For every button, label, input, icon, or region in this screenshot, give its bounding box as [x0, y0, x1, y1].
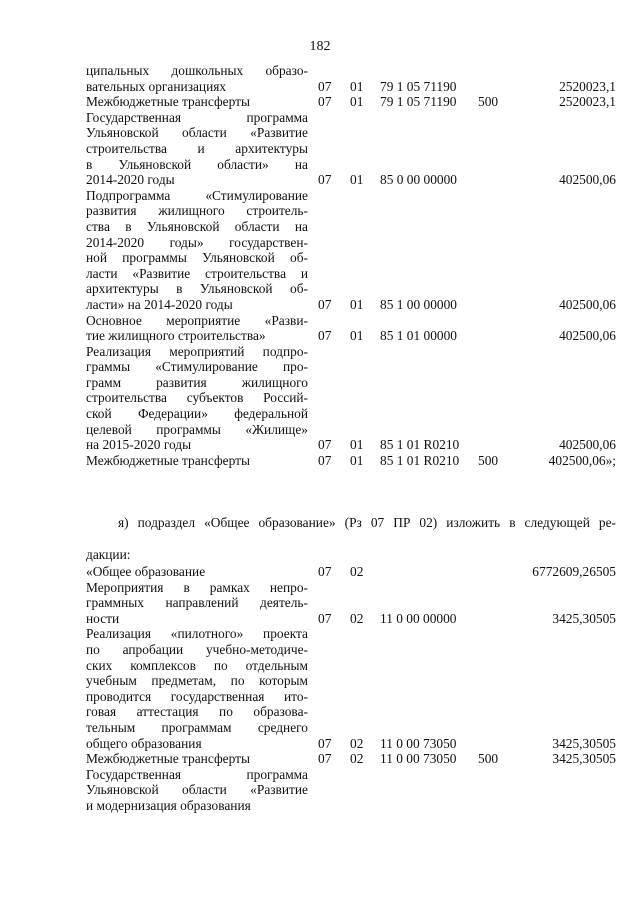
row-pr: 02	[350, 564, 364, 579]
table-row	[86, 63, 616, 94]
row-name-line: архитектуры в Ульяновской об-	[86, 281, 308, 297]
table-row	[86, 767, 616, 814]
row-name-line: «Общее образование	[86, 564, 206, 579]
row-sum: 402500,06»;	[548, 452, 616, 468]
row-name-line: тие жилищного строительства»	[86, 328, 266, 344]
row-csr: 11 0 00 00000	[380, 610, 457, 626]
row-name-line: Ульяновской области «Развитие	[86, 782, 308, 798]
table-row	[86, 751, 616, 767]
row-sum: 2520023,1	[559, 78, 616, 94]
row-name-line: учебным предметам, по которым	[86, 673, 308, 689]
row-name-line: целевой программы «Жилище»	[86, 421, 308, 437]
row-rz: 07	[318, 172, 332, 188]
row-sum: 3425,30505	[552, 735, 616, 751]
row-name-line: в Ульяновской области» на	[86, 156, 308, 172]
row-pr: 01	[350, 328, 364, 344]
row-name-line: строительства субъектов Россий-	[86, 390, 308, 406]
row-pr: 01	[350, 452, 364, 468]
row-name-line: общего образования	[86, 735, 202, 751]
row-sum: 402500,06	[559, 328, 616, 344]
row-rz: 07	[318, 94, 332, 110]
table-row	[86, 188, 616, 313]
row-name-line: по апробации учебно-методиче-	[86, 641, 308, 657]
row-csr: 79 1 05 71190	[380, 94, 457, 110]
row-vr: 500	[478, 94, 499, 110]
row-rz: 07	[318, 610, 332, 626]
amendment-line-1: я) подраздел «Общее образование» (Рз 07 ПР 02) изложить в следующей ре-	[118, 515, 616, 530]
row-name-line: Подпрограмма «Стимулирование	[86, 187, 308, 203]
row-name-line: строительства и архитектуры	[86, 140, 308, 156]
row-csr: 85 1 00 00000	[380, 296, 457, 312]
row-pr: 01	[350, 172, 364, 188]
row-rz: 07	[318, 452, 332, 468]
row-name-line: ской Федерации» федеральной	[86, 406, 308, 422]
row-name-line: 2014-2020 годы» государствен-	[86, 234, 308, 250]
row-name-line: Реализация «пилотного» проекта	[86, 626, 308, 642]
table-row	[86, 626, 616, 751]
row-name-line: Государственная программа	[86, 109, 308, 125]
row-name	[86, 188, 308, 313]
row-csr: 11 0 00 73050	[380, 751, 457, 767]
row-name-line: Межбюджетные трансферты	[86, 94, 250, 110]
row-name-line: Реализация мероприятий подпро-	[86, 343, 308, 359]
amendment-line-2: дакции:	[86, 546, 131, 562]
row-csr: 11 0 00 73050	[380, 735, 457, 751]
row-pr: 02	[350, 735, 364, 751]
row-csr: 85 0 00 00000	[380, 172, 457, 188]
row-name-line: Государственная программа	[86, 766, 308, 782]
budget-table-section-2	[86, 564, 616, 814]
row-name-line: Межбюджетные трансферты	[86, 452, 250, 468]
row-name-line: граммы «Стимулирование про-	[86, 359, 308, 375]
row-name-line: граммных направлений деятель-	[86, 595, 308, 611]
row-vr: 500	[478, 751, 499, 767]
row-name-line: ности	[86, 610, 120, 626]
row-name-line: грамм развития жилищного	[86, 374, 308, 390]
row-pr: 02	[350, 610, 364, 626]
row-csr: 85 1 01 R0210	[380, 452, 460, 468]
row-pr: 02	[350, 751, 364, 767]
row-name-line: Ульяновской области «Развитие	[86, 125, 308, 141]
row-vr: 500	[478, 452, 499, 468]
row-name-line: ципальных дошкольных образо-	[86, 63, 308, 78]
row-name-line: развития жилищного строитель-	[86, 203, 308, 219]
row-rz: 07	[318, 78, 332, 94]
row-name-line: ласти «Развитие строительства и	[86, 265, 308, 281]
table-row	[86, 580, 616, 627]
row-pr: 01	[350, 437, 364, 453]
row-rz: 07	[318, 735, 332, 751]
row-sum: 3425,30505	[552, 610, 616, 626]
row-rz: 07	[318, 437, 332, 453]
row-sum: 402500,06	[559, 172, 616, 188]
row-sum: 402500,06	[559, 437, 616, 453]
budget-table-section-1	[86, 63, 616, 468]
row-name-line: Межбюджетные трансферты	[86, 751, 250, 767]
row-pr: 01	[350, 94, 364, 110]
row-sum: 402500,06	[559, 296, 616, 312]
row-name-line: ских комплексов по отдельным	[86, 657, 308, 673]
row-sum: 2520023,1	[559, 94, 616, 110]
table-row	[86, 564, 616, 580]
row-name-line: Основное мероприятие «Разви-	[86, 312, 308, 328]
row-csr: 85 1 01 R0210	[380, 437, 460, 453]
row-name-line: Мероприятия в рамках непро-	[86, 579, 308, 595]
row-sum: 3425,30505	[552, 751, 616, 767]
table-row	[86, 94, 616, 110]
row-name-line: ства в Ульяновской области на	[86, 218, 308, 234]
row-name-line: на 2015-2020 годы	[86, 437, 192, 453]
row-pr: 01	[350, 296, 364, 312]
row-name-line: и модернизация образования	[86, 797, 251, 813]
page-number: 182	[309, 39, 331, 54]
row-name-line: 2014-2020 годы	[86, 172, 175, 188]
row-rz: 07	[318, 564, 332, 579]
table-row	[86, 453, 616, 469]
table-row	[86, 110, 616, 188]
row-rz: 07	[318, 328, 332, 344]
table-row	[86, 344, 616, 453]
row-name-line: ной программы Ульяновской об-	[86, 250, 308, 266]
row-pr: 01	[350, 78, 364, 94]
amendment-paragraph	[86, 515, 616, 562]
row-name-line: вательных организациях	[86, 78, 227, 94]
row-csr: 79 1 05 71190	[380, 78, 457, 94]
table-row	[86, 313, 616, 344]
row-name-line: тельным программам среднего	[86, 719, 308, 735]
row-name-line: говая аттестация по образова-	[86, 704, 308, 720]
row-name-line: ласти» на 2014-2020 годы	[86, 296, 233, 312]
row-name-line: проводится государственная ито-	[86, 688, 308, 704]
row-rz: 07	[318, 751, 332, 767]
row-name	[86, 626, 308, 751]
row-csr: 85 1 01 00000	[380, 328, 457, 344]
row-rz: 07	[318, 296, 332, 312]
row-sum: 6772609,26505	[532, 564, 616, 579]
